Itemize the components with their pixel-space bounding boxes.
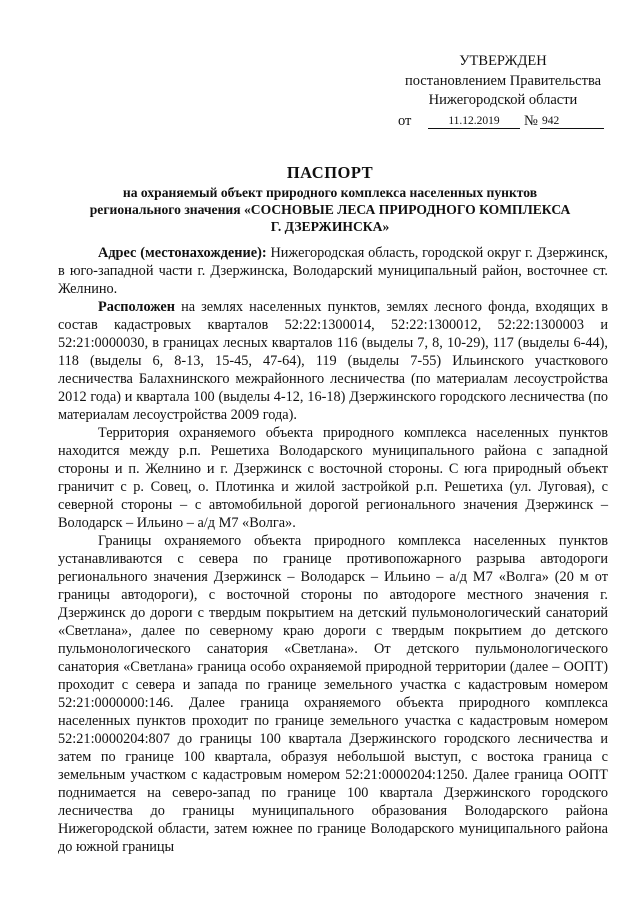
approval-date: 11.12.2019 — [428, 115, 520, 129]
paragraph-location — [58, 298, 608, 424]
paragraph-text: Нижегородская область, городской округ г. Дзержинск, в юго-западной части г. Дзержинска, Володарский муниципальный район, восточнее ст. Желнино. — [58, 245, 608, 297]
title-line-1: на охраняемый объект природного комплекса населенных пунктов — [122, 185, 538, 200]
paragraph-boundaries — [58, 532, 608, 856]
paragraph-text: на землях населенных пунктов, землях лесного фонда, входящих в состав кадастровых кварталов 52:22:1300014, 52:22:1300012, 52:22:1300003 и 52:21:0000030, в границах лесных кварталов 116 (выделы 7, 8, 10-29), 117 (выделы 6-44), 118 (выделы 6, 8-13, 15-45, 47-64), 119 (выделы 7-55) Ильинского участкового лесничества Балахнинского межрайонного лесничества (по материалам лесоустройства 2012 года) и квартала 100 (выделы 4-12, 16-18) Дзержинского городского лесничества (по материалам лесоустройства 2009 года). — [58, 299, 608, 423]
approval-ot-label: от — [398, 113, 412, 129]
approval-heading: УТВЕРЖДЕН — [459, 53, 547, 69]
approval-line-1: постановлением Правительства — [404, 73, 602, 89]
approval-date-row — [398, 112, 608, 132]
document-title — [70, 162, 590, 235]
paragraph-lead: Адрес (местонахождение): — [98, 245, 267, 261]
document-body — [58, 244, 608, 856]
approval-number-label: № — [524, 113, 538, 129]
paragraph-text: Границы охраняемого объекта природного комплекса населенных пунктов устанавливаются с севера по границе противопожарного разрыва автодороги регионального значения Дзержинск – Володарск – Ильино – а/д М7 «Волга» (20 м от границы автодороги), с восточной стороны по автодороге местного значения г. Дзержинск до дороги с твердым покрытием на детский пульмонологический санаторий «Светлана», далее по северному краю дороги с твердым покрытием до детского пульмонологического санатория «Светлана». От детского пульмонологического санатория «Светлана» граница особо охраняемой природной территории (далее – ООПТ) проходит с севера и запада по границе земельного участка с кадастровым номером 52:21:0000000:146. Далее граница охраняемого объекта природного комплекса населенных пунктов проходит по границе земельного участка с кадастровым номером 52:21:0000204:807 до границы 100 квартала Дзержинского городского лесничества и затем по границе 100 квартала, образуя небольшой выступ, с востока граница с земельным участком с кадастровым номером 52:21:0000204:1250. Далее граница ООПТ поднимается на северо-запад по границе 100 квартала Дзержинского городского лесничества до границы муниципального образования Володарского района Нижегородской области, затем южнее по границе Володарского муниципального района до южной границы — [58, 533, 608, 855]
title-line-3: Г. ДЗЕРЖИНСКА» — [270, 219, 390, 234]
paragraph-address — [58, 244, 608, 298]
approval-stamp — [398, 52, 608, 132]
approval-line-2: Нижегородской области — [428, 92, 578, 108]
title-main: ПАСПОРТ — [286, 163, 374, 182]
paragraph-text: Территория охраняемого объекта природного комплекса населенных пунктов находится между р.п. Решетиха Володарского муниципального района с западной стороны и п. Желнино и г. Дзержинск с восточной стороны. С юга природный объект граничит с р. Совец, о. Плотинка и жилой застройкой р.п. Решетиха (ул. Луговая), с северной стороны – с автомобильной дорогой регионального значения Дзержинск – Володарск – Ильино – а/д М7 «Волга». — [58, 425, 608, 531]
title-line-2: регионального значения «СОСНОВЫЕ ЛЕСА ПРИРОДНОГО КОМПЛЕКСА — [89, 202, 571, 217]
paragraph-lead: Расположен — [98, 299, 175, 315]
approval-number: 942 — [540, 115, 604, 129]
paragraph-territory — [58, 424, 608, 532]
